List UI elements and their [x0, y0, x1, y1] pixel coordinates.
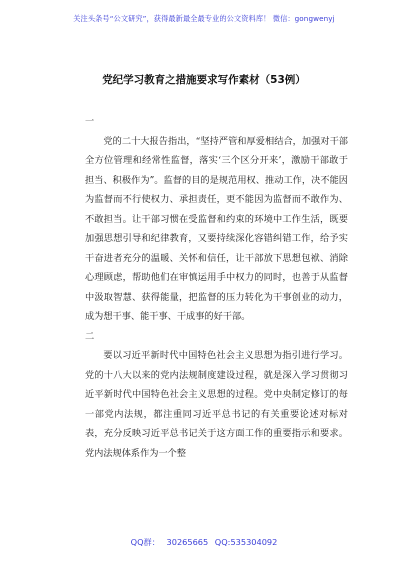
section-number-2: 二 — [85, 330, 95, 342]
section-paragraph-1: 党的二十大报告指出，“坚持严管和厚爱相结合，加强对干部全方位管理和经常性监督，落实‘三个区分开来’，激励干部敢于担当、积极作为”。监督的目的是规范用权、推动工作，决不能因为监督而不行使权力、承担责任，更不能因为监督而不敢作为、不敢担当。让干部习惯在受监督和约束的环境中工作生活，既要加强思想引导和纪律教育，又要持续深化容错纠错工作，给予实干奋进者充分的温暖、关怀和信任，让干部放下思想包袱、消除心理顾虑，帮助他们在审慎运用手中权力的同时，也善于从监督中汲取智慧、获得能量，把监督的压力转化为干事创业的动力，成为想干事、能干事、干成事的好干部。 — [85, 135, 348, 322]
section-number-1: 一 — [85, 116, 95, 127]
footer-contact: QQ群： 30265665 QQ:535304092 — [130, 537, 278, 547]
document-title: 党纪学习教育之措施要求写作素材（53例） — [102, 74, 306, 86]
header-banner: 关注头条号“公文研究”，获得最新最全最专业的公文资料库！ 微信：gongwenyj — [73, 14, 335, 23]
document-body — [85, 112, 348, 463]
section-paragraph-2: 要以习近平新时代中国特色社会主义思想为指引进行学习。党的十八大以来的党内法规制度建设过程，就是深入学习贯彻习近平新时代中国特色社会主义思想的过程。党中央制定修订的每一部党内法规，都注重同习近平总书记的有关重要论述对标对表，充分反映习近平总书记关于这方面工作的重要指示和要求。党内法规体系作为一个整 — [85, 350, 348, 459]
